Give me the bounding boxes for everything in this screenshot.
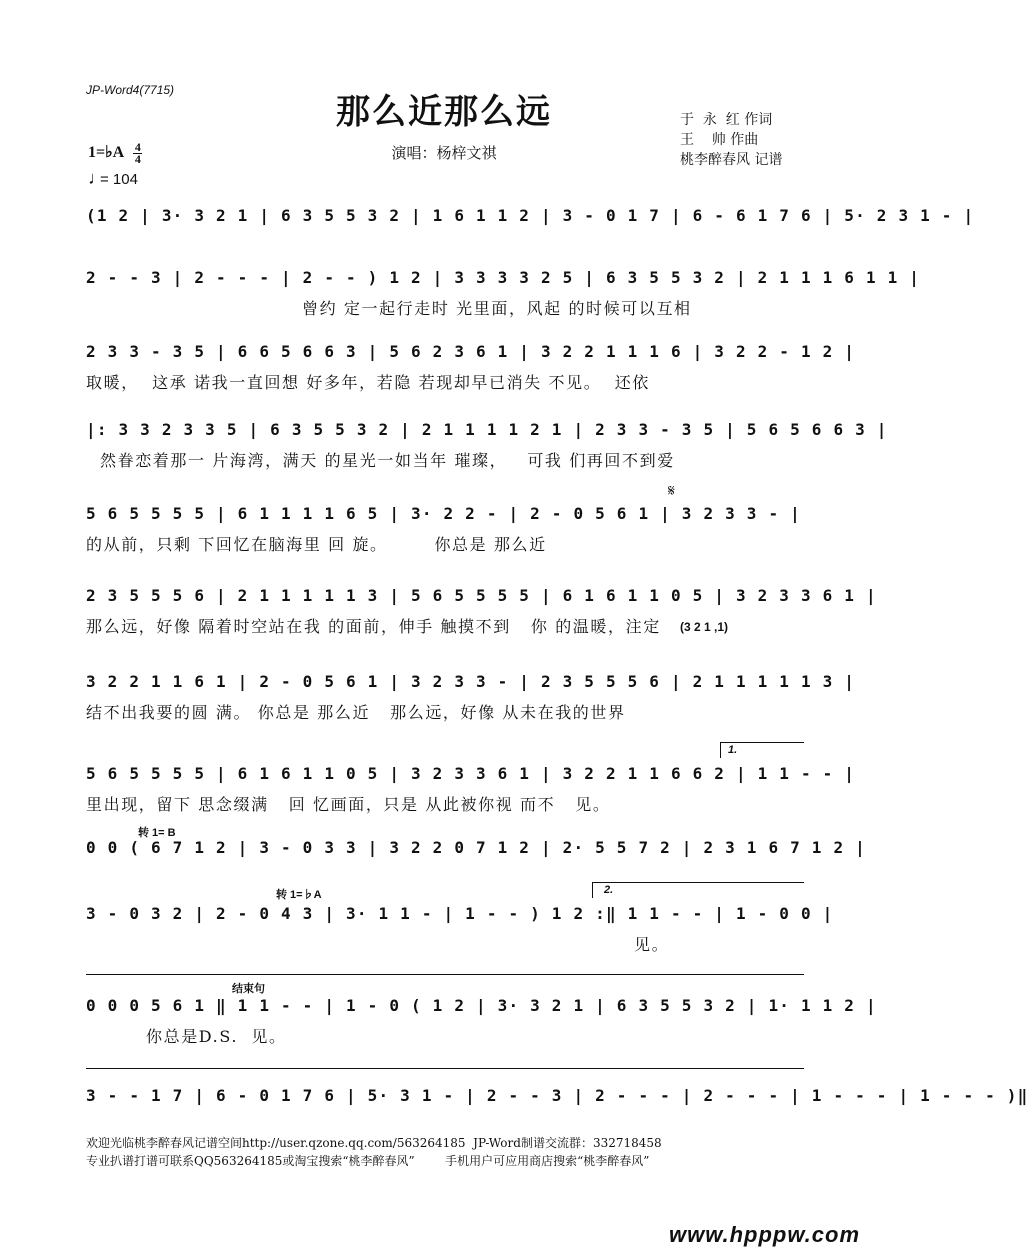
score-row-6: 2 3 5 5 5 6 | 2 1 1 1 1 1 3 | 5 6 5 5 5 5 | 6 1 6 1 1 0 5 | 3 2 3 3 6 1 | bbox=[86, 586, 877, 605]
tempo-mark bbox=[88, 168, 138, 189]
meter-bottom: 4 bbox=[134, 152, 141, 166]
system-divider-2 bbox=[86, 1068, 804, 1069]
lyric-row-11: 你总是D.S. 见。 bbox=[146, 1027, 287, 1046]
volta-1-label: 1. bbox=[728, 744, 738, 756]
song-title: 那么近那么远 bbox=[336, 92, 552, 132]
volta-1-line bbox=[720, 742, 804, 743]
lyric-row-2: 曾约 定一起行走时 光里面，风起 的时候可以互相 bbox=[302, 299, 692, 318]
lyric-row-8: 里出现，留下 思念缀满 回 忆画面，只是 从此被你视 而不 见。 bbox=[86, 795, 611, 814]
score-row-8: 5 6 5 5 5 5 | 6 1 6 1 1 0 5 | 3 2 3 3 6 1 | 3 2 2 1 1 6 6 2 | 1 1 - - | bbox=[86, 764, 856, 783]
volta-2-label: 2. bbox=[604, 884, 614, 896]
ornament-mark: (3 2 1 ,1) bbox=[680, 620, 729, 634]
lyric-row-3: 取暖， 这承 诺我一直回想 好多年，若隐 若现却早已消失 不见。 还依 bbox=[86, 373, 650, 392]
score-row-4: |: 3 3 2 3 3 5 | 6 3 5 5 3 2 | 2 1 1 1 1 2 1 | 2 3 3 - 3 5 | 5 6 5 6 6 3 | bbox=[86, 420, 888, 439]
lyric-row-5: 的从前，只剩 下回忆在脑海里 回 旋。 你总是 那么近 bbox=[86, 535, 547, 554]
quarter-note-icon: ♩ bbox=[88, 168, 106, 188]
score-row-5: 5 6 5 5 5 5 | 6 1 1 1 1 6 5 | 3· 2 2 - | 2 - 0 5 6 1 | 3 2 3 3 - | bbox=[86, 504, 801, 523]
credit-composer: 王 帅 作曲 bbox=[680, 132, 759, 148]
volta-1-hook bbox=[720, 742, 721, 758]
credits bbox=[680, 110, 782, 170]
lyric-row-7: 结不出我要的圆 满。 你总是 那么近 那么远，好像 从未在我的世界 bbox=[86, 703, 626, 722]
site-watermark: www.hpppw.com bbox=[668, 1222, 860, 1247]
footer-line-2: 专业扒谱打谱可联系QQ563264185或淘宝搜索“桃李醉春风” 手机用户可应用商店搜索“桃李醉春风” bbox=[86, 1154, 650, 1168]
software-label: JP-Word4(7715) bbox=[86, 83, 175, 97]
volta-2-line bbox=[592, 882, 804, 883]
segno-mark: 𝄋 bbox=[668, 481, 675, 500]
tempo-value: = 104 bbox=[100, 171, 138, 188]
score-row-12: 3 - - 1 7 | 6 - 0 1 7 6 | 5· 3 1 - | 2 - - 3 | 2 - - - | 2 - - - | 1 - - - | 1 - - - )‖ bbox=[86, 1086, 1028, 1105]
lyric-row-10: 见。 bbox=[634, 935, 670, 954]
modulation-b: 转 1= B bbox=[138, 827, 176, 839]
credit-transcriber: 桃李醉春风 记谱 bbox=[680, 152, 783, 168]
ending-phrase-label: 结束句 bbox=[232, 983, 265, 995]
lyric-row-4: 然眷恋着那一 片海湾，满天 的星光一如当年 璀璨， 可我 们再回不到爱 bbox=[100, 451, 675, 470]
modulation-ab: 转 1=♭A bbox=[276, 889, 322, 901]
system-divider-1 bbox=[86, 974, 804, 975]
time-signature bbox=[133, 142, 142, 165]
score-row-11: 0 0 0 5 6 1 ‖ 1 1 - - | 1 - 0 ( 1 2 | 3· 3 2 1 | 6 3 5 5 3 2 | 1· 1 1 2 | bbox=[86, 996, 877, 1015]
score-row-7: 3 2 2 1 1 6 1 | 2 - 0 5 6 1 | 3 2 3 3 - | 2 3 5 5 5 6 | 2 1 1 1 1 1 3 | bbox=[86, 672, 856, 691]
score-row-9: 0 0 ( 6 7 1 2 | 3 - 0 3 3 | 3 2 2 0 7 1 2 | 2· 5 5 7 2 | 2 3 1 6 7 1 2 | bbox=[86, 838, 866, 857]
volta-2-hook bbox=[592, 882, 593, 898]
score-row-2: 2 - - 3 | 2 - - - | 2 - - ) 1 2 | 3 3 3 3 2 5 | 6 3 5 5 3 2 | 2 1 1 1 6 1 1 | bbox=[86, 268, 921, 287]
lyric-row-6: 那么远，好像 隔着时空站在我 的面前，伸手 触摸不到 你 的温暖，注定 bbox=[86, 617, 661, 636]
credit-lyricist: 于 永 红 作词 bbox=[680, 112, 773, 128]
score-row-3: 2 3 3 - 3 5 | 6 6 5 6 6 3 | 5 6 2 3 6 1 | 3 2 2 1 1 1 6 | 3 2 2 - 1 2 | bbox=[86, 342, 856, 361]
score-row-10: 3 - 0 3 2 | 2 - 0 4 3 | 3· 1 1 - | 1 - - ) 1 2 :‖ 1 1 - - | 1 - 0 0 | bbox=[86, 904, 834, 923]
key-label: 1=♭A bbox=[88, 144, 124, 162]
footer-line-1: 欢迎光临桃李醉春风记谱空间http://user.qzone.qq.com/563264185 JP-Word制谱交流群：332718458 bbox=[86, 1136, 662, 1150]
key-signature bbox=[88, 142, 142, 165]
meter-top: 4 bbox=[134, 140, 141, 154]
score-row-1: (1 2 | 3· 3 2 1 | 6 3 5 5 3 2 | 1 6 1 1 2 | 3 - 0 1 7 | 6 - 6 1 7 6 | 5· 2 3 1 - | bbox=[86, 206, 975, 225]
singer-line: 演唱：杨梓文祺 bbox=[391, 144, 497, 162]
